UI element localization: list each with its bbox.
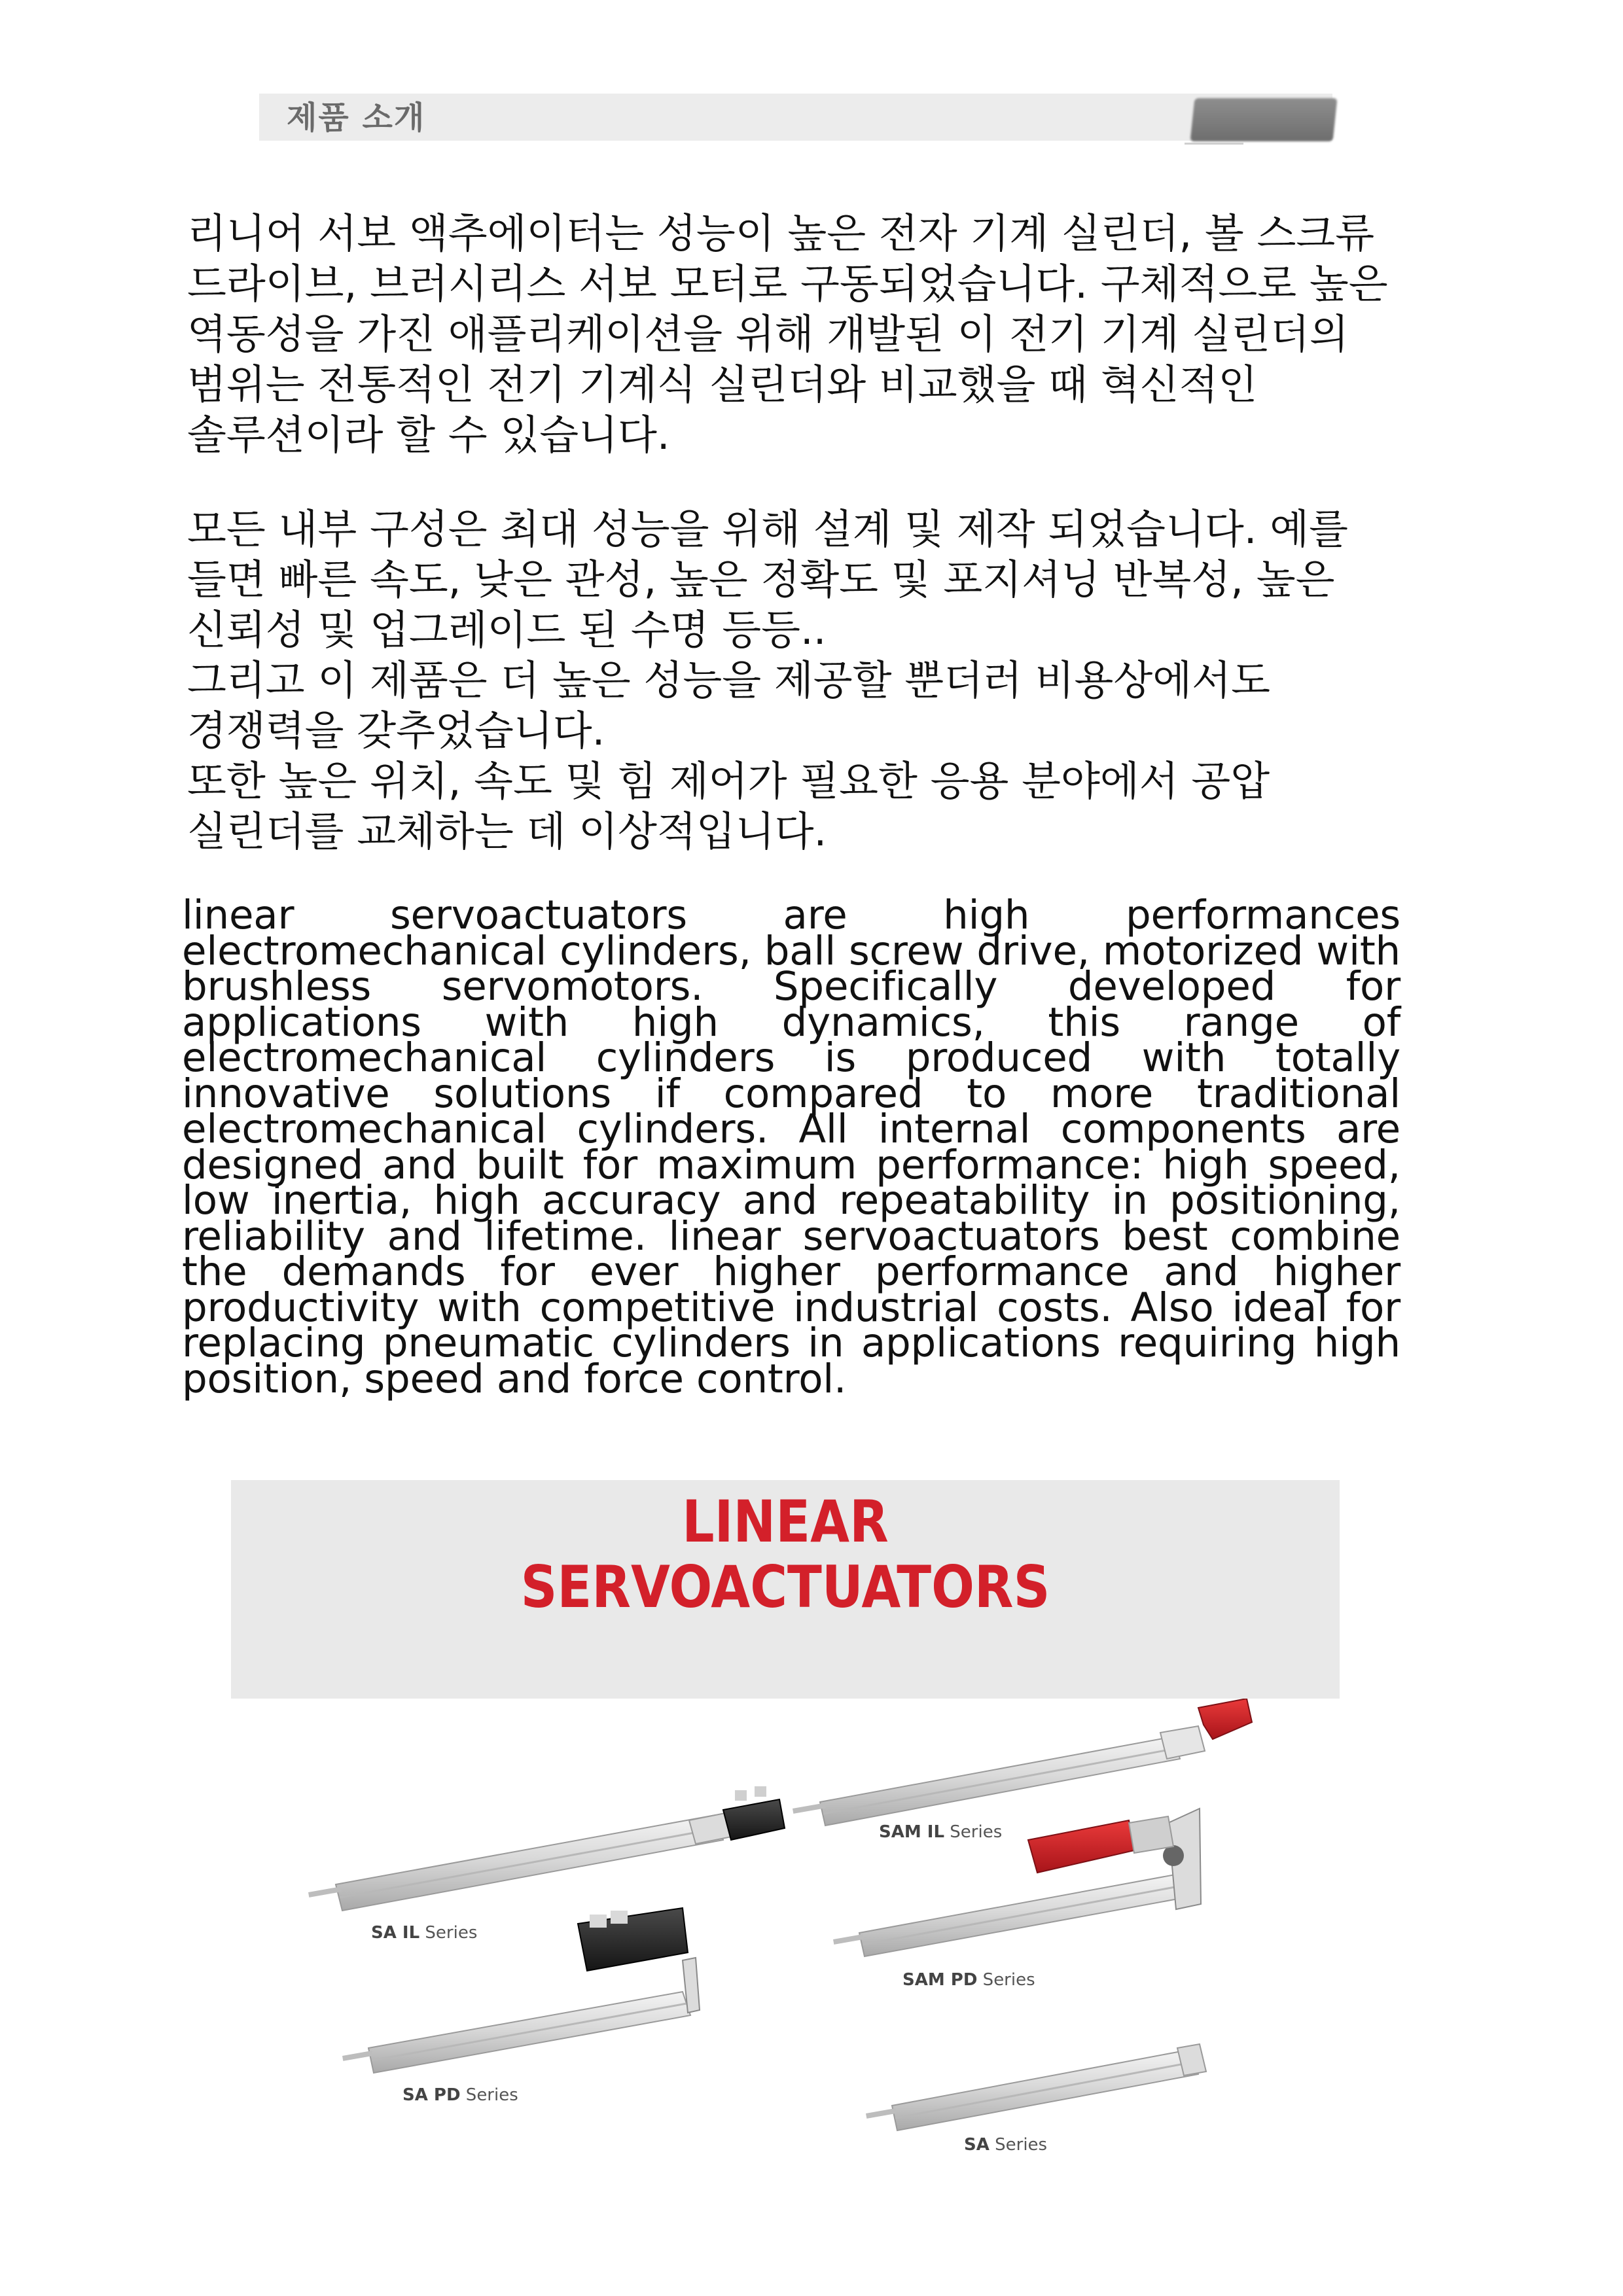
series-label-sa-pd: SA PD Series — [402, 2085, 518, 2105]
product-illustration — [231, 1699, 1340, 2196]
actuator-sa-il — [308, 1786, 785, 1911]
korean-line: 실린더를 교체하는 데 이상적입니다. — [187, 807, 827, 855]
series-label-sa-il: SA IL Series — [371, 1923, 478, 1943]
korean-line: 모든 내부 구성은 최대 성능을 위해 설계 및 제작 되었습니다. 예를 — [187, 505, 1348, 553]
banner-title-line2: SERVOACTUATORS — [520, 1553, 1050, 1621]
korean-line: 리니어 서보 액추에이터는 성능이 높은 전자 기계 실린더, 볼 스크류 — [187, 209, 1375, 257]
banner-title-line1: LINEAR — [682, 1488, 889, 1555]
korean-line: 드라이브, 브러시리스 서보 모터로 구동되었습니다. 구체적으로 높은 — [187, 260, 1388, 308]
header-tab-decoration — [1190, 98, 1338, 141]
series-label-sa: SA Series — [964, 2135, 1048, 2155]
korean-line: 역동성을 가진 애플리케이션을 위해 개발된 이 전기 기계 실린더의 — [187, 310, 1349, 358]
korean-line: 범위는 전통적인 전기 기계식 실린더와 비교했을 때 혁신적인 — [187, 361, 1258, 408]
korean-line: 들면 빠른 속도, 낮은 관성, 높은 정확도 및 포지셔닝 반복성, 높은 — [187, 556, 1335, 603]
header-underline — [1185, 143, 1243, 145]
series-label-sam-il: SAM IL Series — [879, 1822, 1003, 1842]
korean-paragraph-1 — [187, 208, 1444, 460]
korean-line: 신뢰성 및 업그레이드 된 수명 등등.. — [187, 606, 827, 654]
korean-paragraph-2 — [187, 504, 1444, 857]
korean-line: 경쟁력을 갖추었습니다. — [187, 707, 605, 754]
actuator-sam-il — [793, 1699, 1252, 1826]
series-label-sam-pd: SAM PD Series — [902, 1970, 1035, 1990]
korean-line: 그리고 이 제품은 더 높은 성능을 제공할 뿐더러 비용상에서도 — [187, 656, 1270, 704]
english-paragraph: linear servoactuators are high performances electromechanical cylinders, ball screw drive, motorized with brushless servomotors. Specifically developed for applications with high dynamics, this range of electromechanical cylinders is produced with totally innovative solutions if compared to more traditional electromechanical cylinders. All internal components are designed and built for maximum performance: high speed, low inertia, high accuracy and repeatability in positioning, reliability and lifetime. linear servoactuators best combine the demands for ever higher performance and higher productivity with competitive industrial costs. Also ideal for replacing pneumatic cylinders in applications requiring high position, speed and force control. — [182, 892, 1400, 1402]
actuator-sa — [866, 2044, 1206, 2130]
page-header-title: 제품 소개 — [287, 99, 426, 136]
korean-line: 솔루션이라 할 수 있습니다. — [187, 411, 670, 459]
korean-line: 또한 높은 위치, 속도 및 힘 제어가 필요한 응용 분야에서 공압 — [187, 757, 1270, 805]
